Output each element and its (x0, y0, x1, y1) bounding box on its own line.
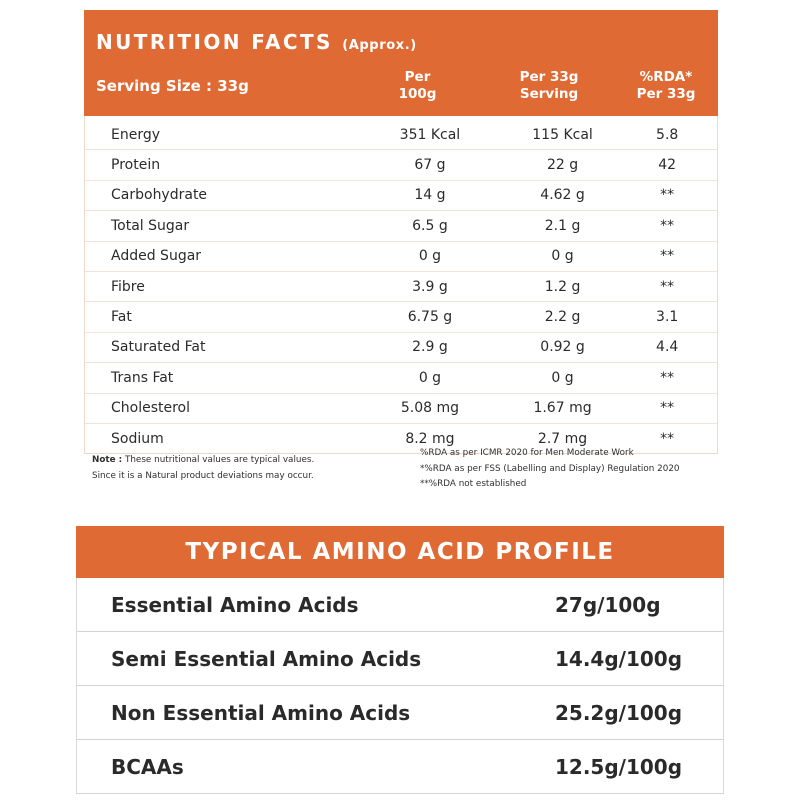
amino-name: Non Essential Amino Acids (111, 700, 411, 725)
column-header-line: Per 33g (636, 86, 696, 102)
amino-row (77, 740, 723, 794)
value-per-serving: 0.92 g (540, 339, 585, 356)
value-per-100g: 3.9 g (412, 278, 448, 295)
amino-value: 14.4g/100g (555, 646, 683, 671)
value-rda: ** (660, 248, 675, 265)
value-per-100g: 6.5 g (412, 217, 448, 234)
nutrition-row (85, 363, 717, 393)
column-header-rda (616, 69, 716, 103)
nutrient-name: Energy (111, 126, 161, 143)
value-per-100g: 351 Kcal (399, 126, 461, 143)
amino-value: 27g/100g (555, 592, 661, 617)
amino-row (77, 578, 723, 632)
value-rda: ** (660, 187, 675, 204)
value-per-100g: 6.75 g (407, 309, 453, 326)
nutrition-row (85, 302, 717, 332)
value-rda: 3.1 (656, 309, 679, 326)
nutrition-row (85, 272, 717, 302)
column-header-line: Per (404, 69, 431, 85)
rda-footnote: **%RDA not established (420, 479, 527, 489)
note-line-2: Since it is a Natural product deviations may occur. (92, 471, 314, 481)
value-rda: ** (660, 400, 675, 417)
amino-table (76, 578, 724, 794)
nutrient-name: Added Sugar (111, 248, 202, 265)
nutrition-note (92, 452, 314, 484)
note-line-1: These nutritional values are typical values. (124, 455, 315, 465)
nutrient-name: Trans Fat (111, 369, 174, 386)
value-per-serving: 2.2 g (544, 309, 581, 326)
nutrition-title-suffix: (Approx.) (342, 38, 417, 53)
rda-footnote: %RDA as per ICMR 2020 for Men Moderate Work (420, 448, 634, 458)
nutrition-row (85, 394, 717, 424)
nutrient-name: Total Sugar (111, 217, 190, 234)
value-per-serving: 2.1 g (544, 217, 581, 234)
value-rda: 42 (658, 157, 677, 174)
column-header-line: Serving (519, 86, 579, 102)
amino-acid-panel (76, 526, 724, 794)
value-per-100g: 14 g (414, 187, 446, 204)
nutrient-name: Protein (111, 157, 161, 174)
value-per-serving: 0 g (551, 369, 574, 386)
nutrition-header (84, 10, 718, 116)
nutrition-row (85, 242, 717, 272)
nutrition-row (85, 211, 717, 241)
amino-row (77, 632, 723, 686)
value-rda: 5.8 (656, 126, 679, 143)
value-per-100g: 67 g (414, 157, 446, 174)
value-rda: 4.4 (656, 339, 679, 356)
nutrient-name: Fibre (111, 278, 145, 295)
nutrition-facts-panel (84, 10, 718, 454)
nutrition-title (96, 30, 417, 54)
amino-value: 25.2g/100g (555, 700, 683, 725)
nutrient-name: Cholesterol (111, 400, 191, 417)
value-per-serving: 4.62 g (540, 187, 585, 204)
amino-value: 12.5g/100g (555, 754, 683, 779)
value-per-100g: 5.08 mg (400, 400, 460, 417)
column-header-per-100g (370, 69, 465, 103)
value-per-serving: 0 g (551, 248, 574, 265)
nutrition-row (85, 150, 717, 180)
value-per-serving: 1.2 g (544, 278, 581, 295)
column-header-line: %RDA* (639, 69, 693, 85)
value-per-100g: 8.2 mg (405, 430, 455, 447)
nutrient-name: Saturated Fat (111, 339, 206, 356)
nutrient-name: Fat (111, 309, 132, 326)
note-label: Note : (92, 455, 123, 465)
amino-row (77, 686, 723, 740)
amino-name: Essential Amino Acids (111, 592, 359, 617)
column-header-line: Per 33g (519, 69, 579, 85)
value-per-serving: 1.67 mg (533, 400, 592, 417)
value-per-serving: 22 g (546, 157, 579, 174)
nutrient-name: Sodium (111, 430, 164, 447)
amino-name: BCAAs (111, 754, 184, 779)
serving-size: Serving Size : 33g (96, 77, 249, 95)
rda-footnote: *%RDA as per FSS (Labelling and Display) Regulation 2020 (420, 463, 680, 474)
value-rda: ** (660, 278, 675, 295)
value-rda: ** (660, 430, 675, 447)
column-header-line: 100g (398, 86, 437, 102)
value-per-serving: 115 Kcal (532, 126, 593, 143)
nutrient-name: Carbohydrate (111, 187, 208, 204)
amino-name: Semi Essential Amino Acids (111, 646, 422, 671)
nutrition-row (85, 181, 717, 211)
column-header-per-serving (499, 69, 599, 103)
value-per-100g: 0 g (418, 369, 442, 386)
value-per-100g: 0 g (418, 248, 442, 265)
value-rda: ** (660, 369, 675, 386)
rda-footnotes (420, 446, 680, 493)
nutrition-row (85, 333, 717, 363)
nutrition-table (84, 116, 718, 454)
nutrition-row (85, 120, 717, 150)
value-per-100g: 2.9 g (412, 339, 448, 356)
amino-title: TYPICAL AMINO ACID PROFILE (76, 526, 724, 578)
nutrition-title-text: NUTRITION FACTS (96, 30, 333, 54)
value-rda: ** (660, 217, 675, 234)
value-per-serving: 2.7 mg (537, 430, 588, 447)
